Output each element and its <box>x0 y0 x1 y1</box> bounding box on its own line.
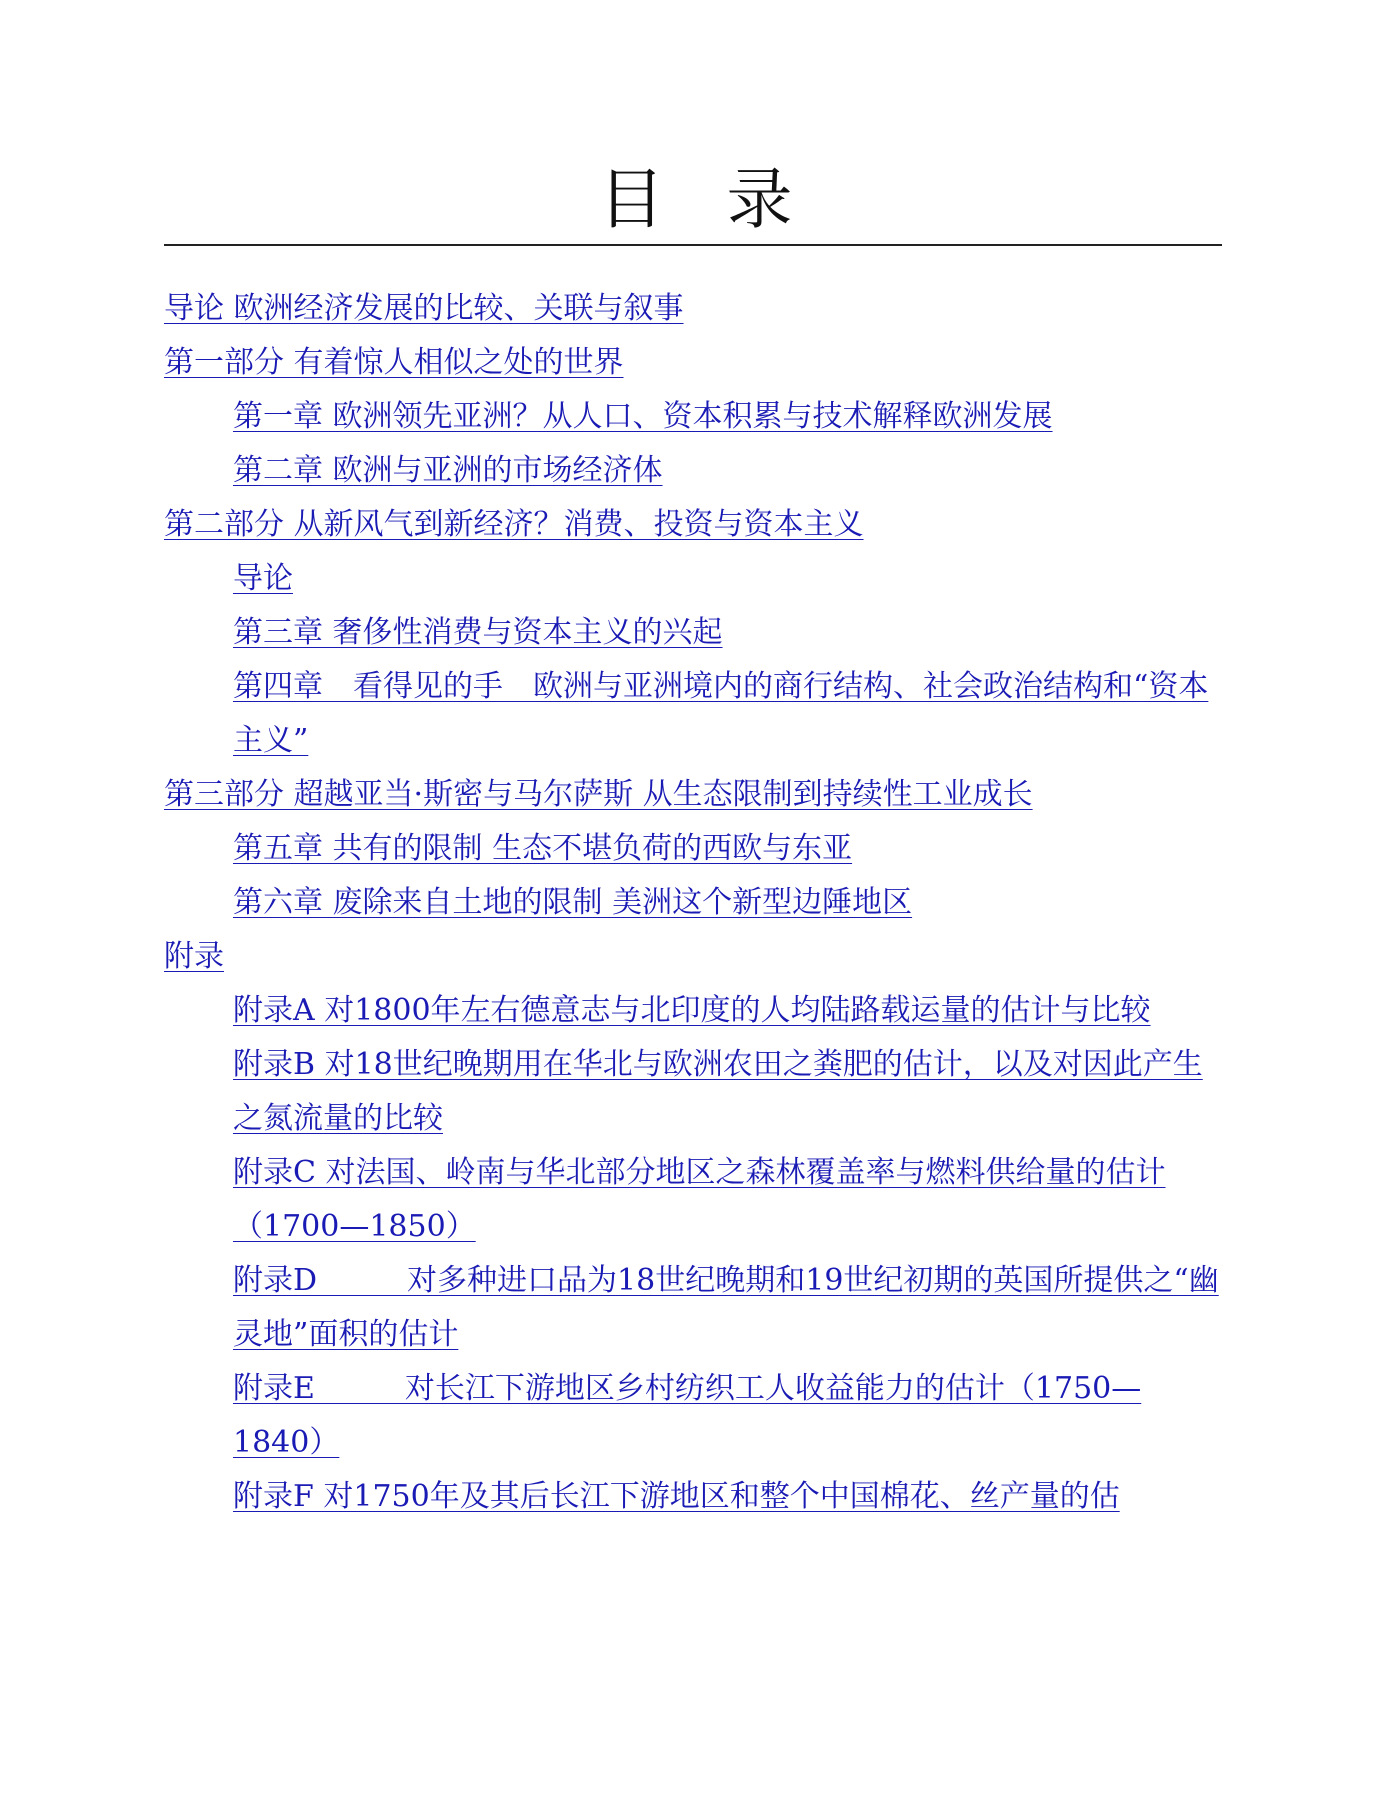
toc-entry[interactable] <box>164 1470 1221 1524</box>
toc-entry[interactable] <box>164 606 1221 660</box>
toc-entry[interactable] <box>164 1146 1221 1254</box>
toc-entry-link[interactable]: 第三章 奢侈性消费与资本主义的兴起 <box>233 615 723 650</box>
toc-entry-link[interactable]: 第四章 看得见的手 欧洲与亚洲境内的商行结构、社会政治结构和“资本主义” <box>233 669 1209 758</box>
toc-entry[interactable] <box>164 498 1224 552</box>
toc-entry[interactable] <box>164 1038 1221 1146</box>
table-of-contents <box>164 282 1224 1524</box>
toc-entry[interactable] <box>164 822 1221 876</box>
toc-entry-link[interactable]: 第二部分 从新风气到新经济？消费、投资与资本主义 <box>164 507 864 542</box>
toc-entry-link[interactable]: 附录A 对1800年左右德意志与北印度的人均陆路载运量的估计与比较 <box>233 993 1151 1028</box>
toc-entry-link[interactable]: 第六章 废除来自土地的限制 美洲这个新型边陲地区 <box>233 885 913 920</box>
toc-entry[interactable] <box>164 660 1221 768</box>
toc-entry[interactable] <box>164 1362 1221 1470</box>
toc-entry-link[interactable]: 第二章 欧洲与亚洲的市场经济体 <box>233 453 663 488</box>
toc-entry-link[interactable]: 附录E 对长江下游地区乡村纺织工人收益能力的估计（1750—1840） <box>233 1371 1142 1460</box>
toc-entry-link[interactable]: 第三部分 超越亚当·斯密与马尔萨斯 从生态限制到持续性工业成长 <box>164 777 1033 812</box>
toc-entry-link[interactable]: 附录F 对1750年及其后长江下游地区和整个中国棉花、丝产量的估 <box>233 1479 1120 1514</box>
toc-entry-link[interactable]: 附录 <box>164 939 224 974</box>
toc-entry-link[interactable]: 附录B 对18世纪晚期用在华北与欧洲农田之粪肥的估计，以及对因此产生之氮流量的比较 <box>233 1047 1203 1136</box>
toc-entry[interactable] <box>164 930 1224 984</box>
toc-entry-link[interactable]: 附录D 对多种进口品为18世纪晚期和19世纪初期的英国所提供之“幽灵地”面积的估计 <box>233 1263 1219 1352</box>
toc-entry[interactable] <box>164 282 1224 336</box>
page-title: 目录 <box>598 161 855 238</box>
toc-entry-link[interactable]: 导论 欧洲经济发展的比较、关联与叙事 <box>164 291 684 326</box>
toc-entry-link[interactable]: 第五章 共有的限制 生态不堪负荷的西欧与东亚 <box>233 831 853 866</box>
toc-entry[interactable] <box>164 1254 1221 1362</box>
toc-entry[interactable] <box>164 336 1224 390</box>
toc-entry-link[interactable]: 第一部分 有着惊人相似之处的世界 <box>164 345 624 380</box>
toc-entry-link[interactable]: 附录C 对法国、岭南与华北部分地区之森林覆盖率与燃料供给量的估计（1700—1850） <box>233 1155 1166 1244</box>
toc-entry-link[interactable]: 导论 <box>233 561 293 596</box>
title-divider <box>164 244 1222 246</box>
toc-entry[interactable] <box>164 768 1224 822</box>
toc-entry[interactable] <box>164 552 1221 606</box>
toc-entry[interactable] <box>164 444 1221 498</box>
toc-entry[interactable] <box>164 390 1221 444</box>
toc-entry[interactable] <box>164 876 1221 930</box>
toc-entry[interactable] <box>164 984 1221 1038</box>
toc-entry-link[interactable]: 第一章 欧洲领先亚洲？从人口、资本积累与技术解释欧洲发展 <box>233 399 1053 434</box>
